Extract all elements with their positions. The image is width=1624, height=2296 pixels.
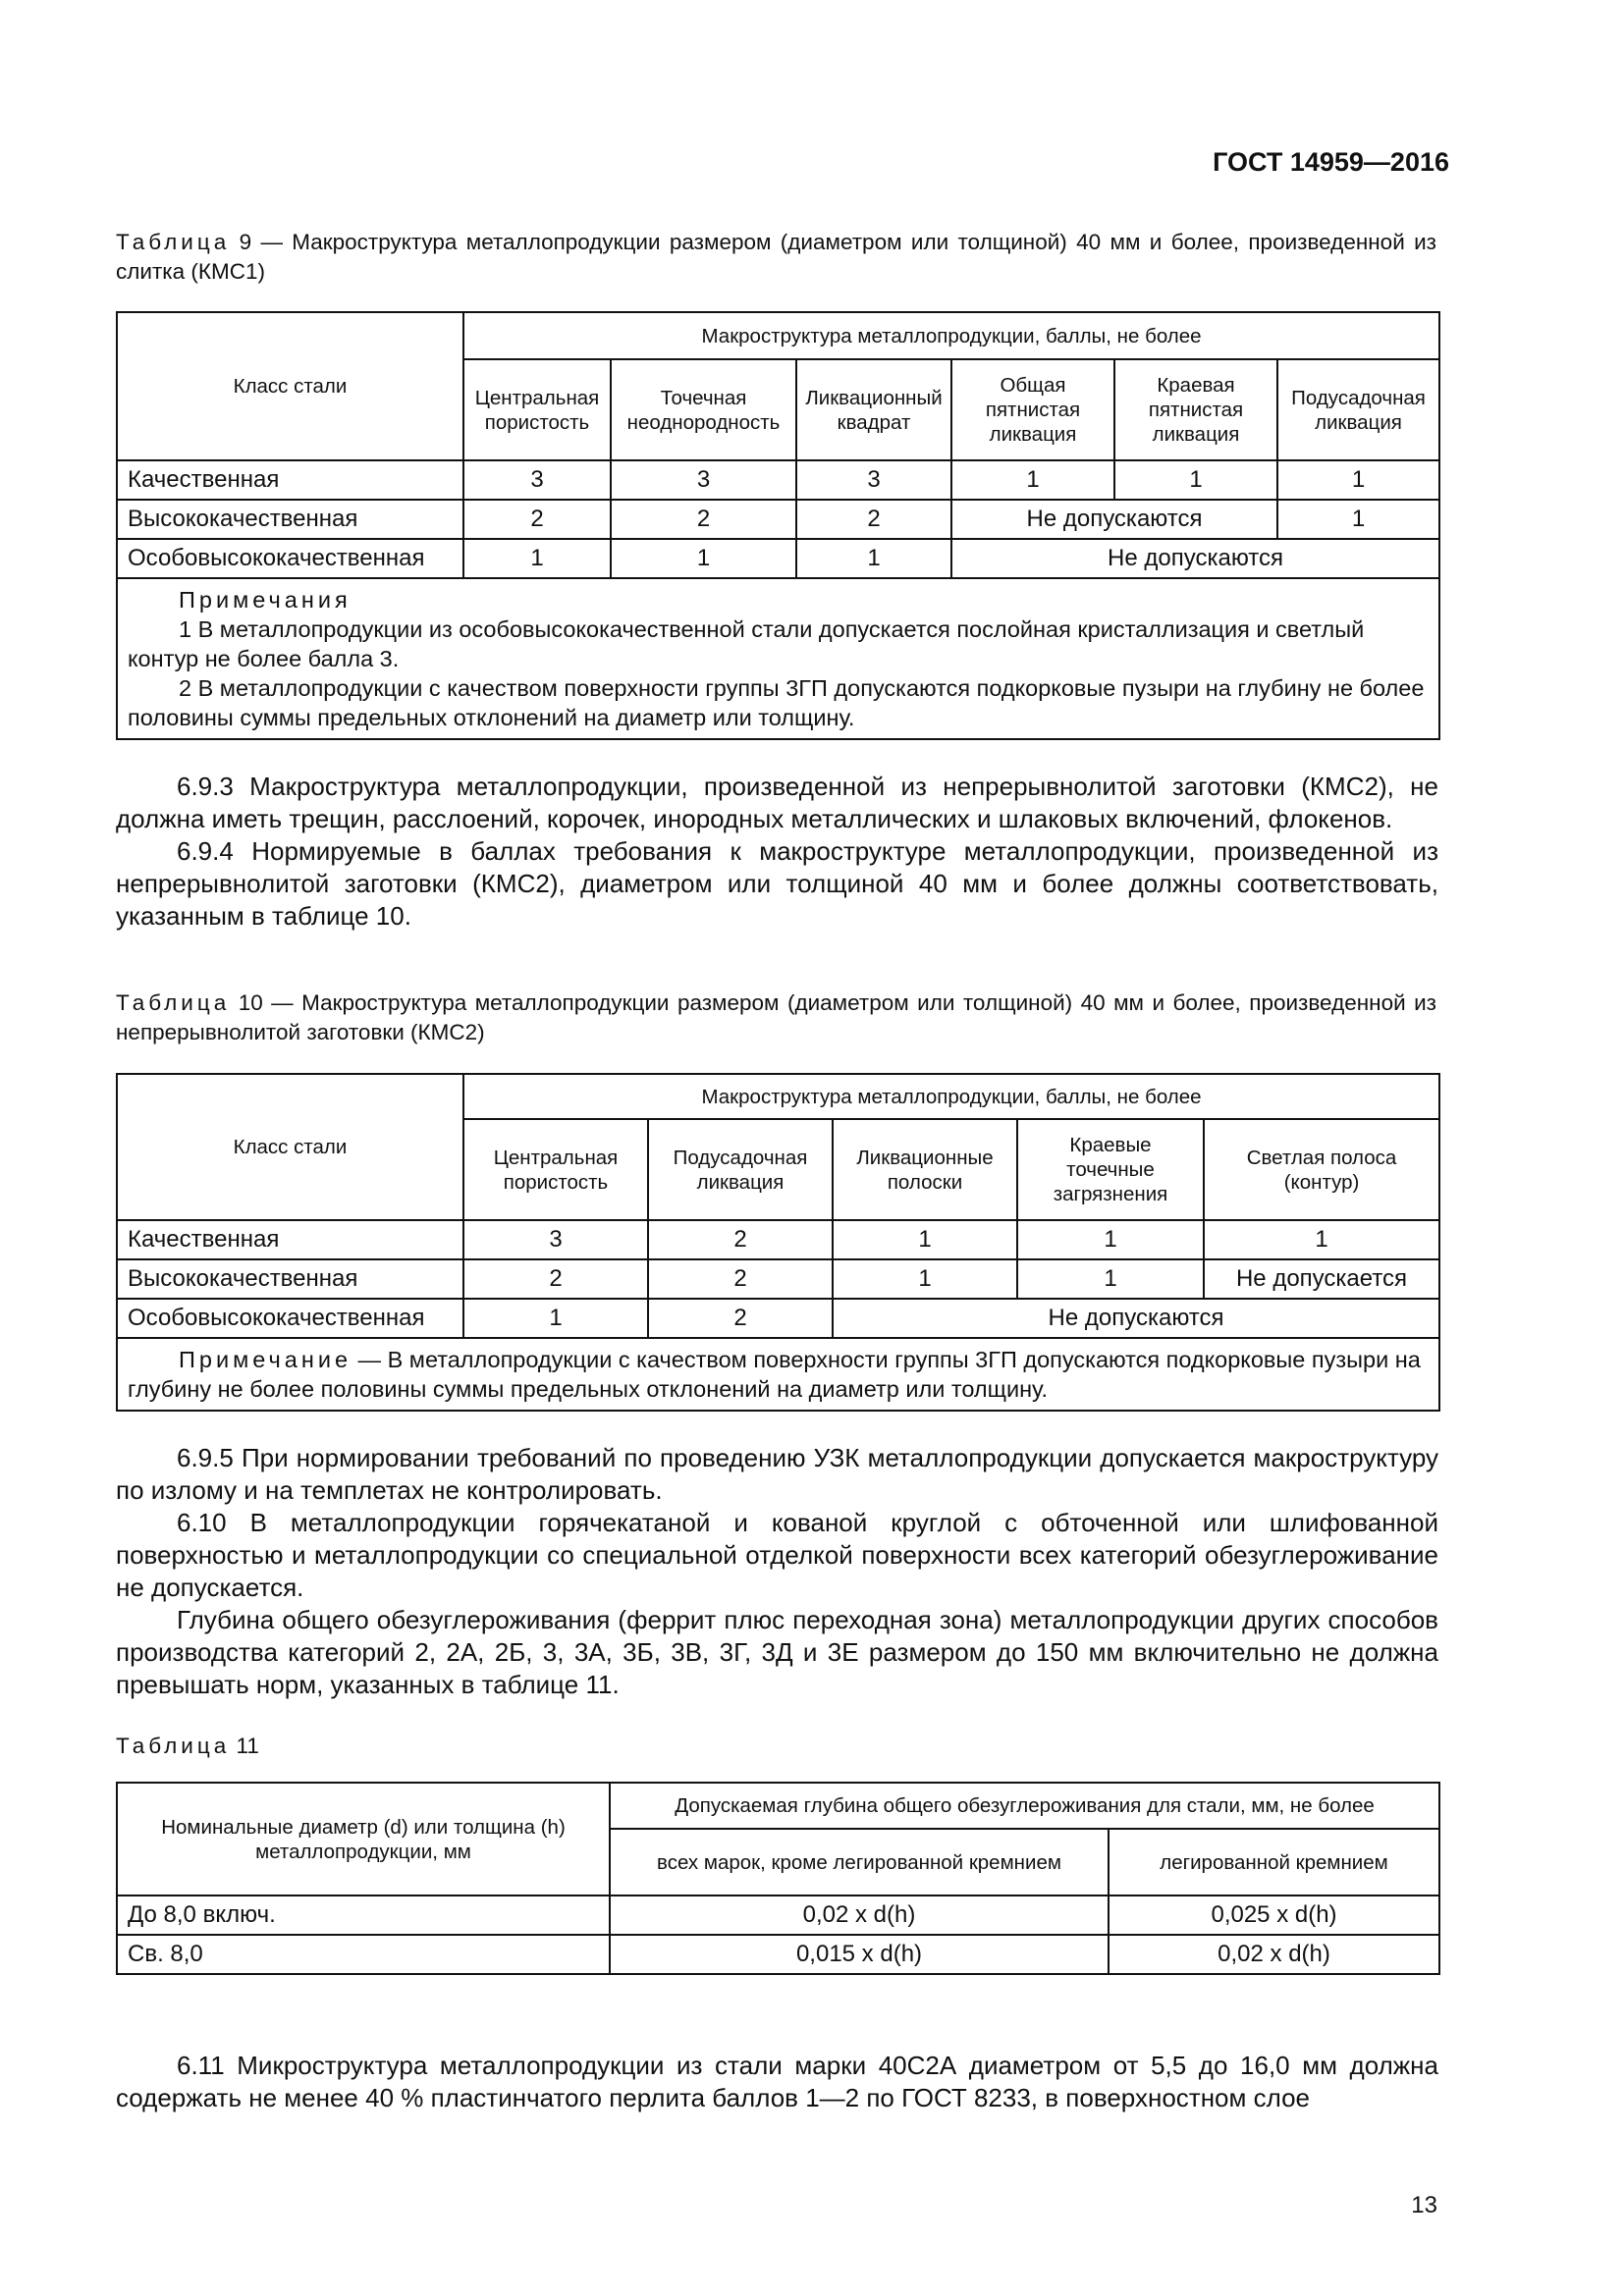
- paragraph-693: 6.9.3 Макроструктура металлопродукции, произведенной из непрерывнолитой заготовки (КМС2), не должна иметь трещин, расслоений, корочек, инородных металлических и шлаковых включений, флокенов.: [116, 772, 1438, 833]
- table9-value-cell: 3: [611, 460, 796, 500]
- table11-caption-prefix: Таблица: [116, 1734, 231, 1758]
- table11-size-cell: Св. 8,0: [117, 1935, 610, 1974]
- table-row: [117, 460, 1439, 500]
- table9-value-cell: 1: [951, 460, 1114, 500]
- document-id: ГОСТ 14959—2016: [1213, 147, 1449, 177]
- table11-value-cell: 0,02 x d(h): [1109, 1935, 1439, 1974]
- table9-class-cell: Высококачественная: [117, 500, 463, 539]
- table-row: [117, 1220, 1439, 1259]
- table10-col-header: Центральная пористость: [463, 1119, 648, 1220]
- table10-group-header: Макроструктура металлопродукции, баллы, не более: [463, 1074, 1439, 1119]
- table9-notes: [117, 578, 1439, 739]
- table10-note: [117, 1338, 1439, 1411]
- table10-col-header: Светлая полоса (контур): [1204, 1119, 1439, 1220]
- table9-class-cell: Особовысококачественная: [117, 539, 463, 578]
- table10-value-cell: 2: [463, 1259, 648, 1299]
- table9-value-cell: 1: [463, 539, 611, 578]
- table11-group-header: Допускаемая глубина общего обезуглероживания для стали, мм, не более: [610, 1783, 1439, 1829]
- table10-header-class: Класс стали: [117, 1074, 463, 1220]
- table10-value-cell: 2: [648, 1259, 833, 1299]
- table9-note: 2 В металлопродукции с качеством поверхности группы 3ГП допускаются подкорковые пузыри на глубину не более половины суммы предельных отклонений на диаметр или толщину.: [128, 675, 1425, 730]
- table9-note: 1 В металлопродукции из особовысококачественной стали допускается послойная кристаллизация и светлый контур не более балла 3.: [128, 616, 1365, 671]
- table11-col-header: легированной кремнием: [1109, 1829, 1439, 1896]
- table9-col-header: Подусадочная ликвация: [1277, 359, 1439, 460]
- paragraph-610: 6.10 В металлопродукции горячекатаной и кованой круглой с обточенной или шлифованной поверхностью и металлопродукции со специальной отделкой поверхности всех категорий обезуглероживание не допускается.: [116, 1508, 1438, 1602]
- table9-merged-cell: Не допускаются: [951, 539, 1439, 578]
- table9-caption-text: 9 — Макроструктура металлопродукции размером (диаметром или толщиной) 40 мм и более, произведенной из слитка (КМС1): [116, 230, 1436, 284]
- table-row: [117, 1259, 1439, 1299]
- table10: [116, 1073, 1440, 1412]
- table9-value-cell: 2: [463, 500, 611, 539]
- table10-value-cell: 1: [1017, 1220, 1204, 1259]
- paragraph-611-block: [116, 2050, 1438, 2114]
- table9-notes-title: Примечания: [179, 587, 352, 613]
- table9-value-cell: 2: [796, 500, 951, 539]
- table-row: [117, 500, 1439, 539]
- table10-caption-prefix: Таблица: [116, 990, 231, 1015]
- table10-note-title: Примечание: [179, 1347, 352, 1372]
- table10-col-header: Краевые точечные загрязнения: [1017, 1119, 1204, 1220]
- table9-col-header: Краевая пятнистая ликвация: [1114, 359, 1277, 460]
- table10-value-cell: 1: [463, 1299, 648, 1338]
- table10-caption: [116, 988, 1436, 1047]
- table10-merged-cell: Не допускаются: [833, 1299, 1439, 1338]
- table10-value-cell: 1: [833, 1220, 1017, 1259]
- table9-group-header: Макроструктура металлопродукции, баллы, не более: [463, 312, 1439, 359]
- table9-value-cell: 3: [796, 460, 951, 500]
- table10-caption-text: 10 — Макроструктура металлопродукции размером (диаметром или толщиной) 40 мм и более, произведенной из непрерывнолитой заготовки (КМС2): [116, 990, 1436, 1044]
- table9-value-cell: 1: [1277, 500, 1439, 539]
- table-row: [117, 1896, 1439, 1935]
- table11-caption-text: 11: [230, 1734, 259, 1758]
- table11-caption: [116, 1732, 1436, 1761]
- table11-size-cell: До 8,0 включ.: [117, 1896, 610, 1935]
- table9-caption-prefix: Таблица: [116, 230, 231, 254]
- table10-value-cell: Не допускается: [1204, 1259, 1439, 1299]
- table9-caption: [116, 228, 1436, 287]
- page-number: 13: [1411, 2192, 1437, 2218]
- table10-class-cell: Высококачественная: [117, 1259, 463, 1299]
- table9-value-cell: 3: [463, 460, 611, 500]
- table9-col-header: Точечная неоднородность: [611, 359, 796, 460]
- table9-value-cell: 1: [1114, 460, 1277, 500]
- table9-header-class: Класс стали: [117, 312, 463, 460]
- table9-value-cell: 2: [611, 500, 796, 539]
- table10-class-cell: Качественная: [117, 1220, 463, 1259]
- table11-value-cell: 0,015 x d(h): [610, 1935, 1109, 1974]
- paragraph-610-depth: Глубина общего обезуглероживания (феррит плюс переходная зона) металлопродукции других способов производства категорий 2, 2А, 2Б, 3, 3А, 3Б, 3В, 3Г, 3Д и 3Е размером до 150 мм включительно не должна превышать норм, указанных в таблице 11.: [116, 1605, 1438, 1699]
- table-row: [117, 1299, 1439, 1338]
- paragraph-694: 6.9.4 Нормируемые в баллах требования к макроструктуре металлопродукции, произведенной из непрерывнолитой заготовки (КМС2), диаметром или толщиной 40 мм и более должны соответствовать, указанным в таблице 10.: [116, 836, 1438, 931]
- table10-col-header: Ликвационные полоски: [833, 1119, 1017, 1220]
- table10-value-cell: 1: [1204, 1220, 1439, 1259]
- table11: [116, 1782, 1440, 1975]
- table9-col-header: Ликвационный квадрат: [796, 359, 951, 460]
- table9: [116, 311, 1440, 740]
- table10-col-header: Подусадочная ликвация: [648, 1119, 833, 1220]
- table11-value-cell: 0,02 x d(h): [610, 1896, 1109, 1935]
- paragraph-695: 6.9.5 При нормировании требований по проведению УЗК металлопродукции допускается макроструктуру по излому и на темплетах не контролировать.: [116, 1443, 1438, 1505]
- table-row: [117, 539, 1439, 578]
- table11-header-size: Номинальные диаметр (d) или толщина (h) металлопродукции, мм: [117, 1783, 610, 1896]
- table-row: [117, 1935, 1439, 1974]
- table10-value-cell: 2: [648, 1220, 833, 1259]
- table11-value-cell: 0,025 x d(h): [1109, 1896, 1439, 1935]
- table9-col-header: Центральная пористость: [463, 359, 611, 460]
- table9-value-cell: 1: [611, 539, 796, 578]
- table10-value-cell: 1: [833, 1259, 1017, 1299]
- table10-value-cell: 2: [648, 1299, 833, 1338]
- paragraphs-693-694: [116, 771, 1438, 933]
- table10-value-cell: 3: [463, 1220, 648, 1259]
- paragraphs-695-610: [116, 1442, 1438, 1701]
- table9-col-header: Общая пятнистая ликвация: [951, 359, 1114, 460]
- table10-note-text: — В металлопродукции с качеством поверхности группы 3ГП допускаются подкорковые пузыри на глубину не более половины суммы предельных отклонений на диаметр или толщину.: [128, 1347, 1421, 1402]
- table9-value-cell: 1: [1277, 460, 1439, 500]
- table10-value-cell: 1: [1017, 1259, 1204, 1299]
- table9-merged-cell: Не допускаются: [951, 500, 1277, 539]
- table9-value-cell: 1: [796, 539, 951, 578]
- paragraph-611: 6.11 Микроструктура металлопродукции из стали марки 40С2А диаметром от 5,5 до 16,0 мм должна содержать не менее 40 % пластинчатого перлита баллов 1—2 по ГОСТ 8233, в поверхностном слое: [116, 2051, 1438, 2112]
- table9-class-cell: Качественная: [117, 460, 463, 500]
- table10-class-cell: Особовысококачественная: [117, 1299, 463, 1338]
- table11-col-header: всех марок, кроме легированной кремнием: [610, 1829, 1109, 1896]
